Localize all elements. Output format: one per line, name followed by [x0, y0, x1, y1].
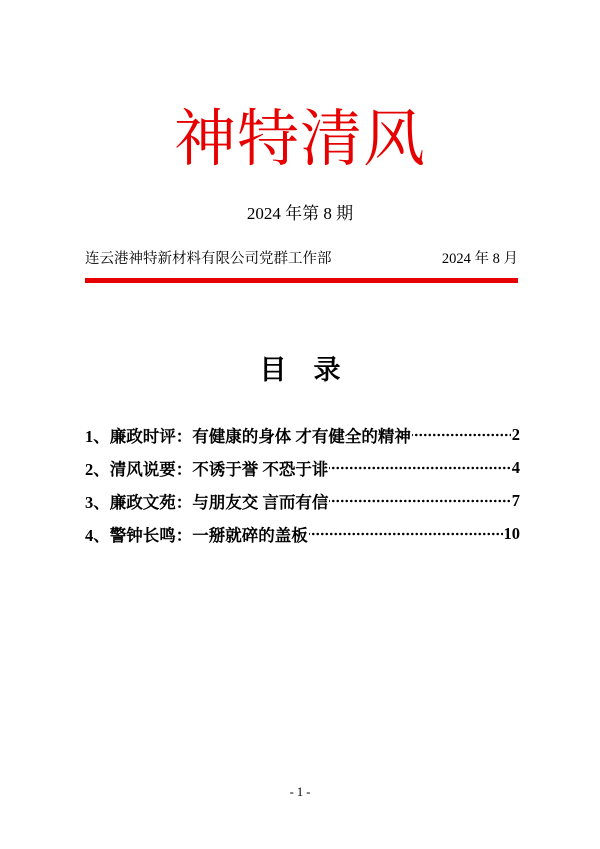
toc-item — [85, 451, 520, 484]
toc-list — [85, 418, 520, 550]
toc-page-number: 7 — [511, 490, 520, 510]
footer-page-number: - 1 - — [289, 785, 311, 799]
toc-page-number: 2 — [511, 424, 520, 444]
publisher-name: 连云港神特新材料有限公司党群工作部 — [85, 251, 332, 267]
publisher-row — [85, 251, 518, 268]
toc-page-number: 10 — [503, 523, 520, 543]
toc-item-label: 3、廉政文苑：与朋友交 言而有信 — [85, 492, 329, 512]
toc-dot-leader — [329, 493, 510, 509]
newsletter-title: 神特清风 — [173, 106, 426, 174]
toc-item — [85, 517, 520, 550]
red-divider-rule — [85, 278, 518, 283]
toc-item-label: 1、廉政时评：有健康的身体 才有健全的精神 — [85, 426, 411, 446]
toc-item — [85, 418, 520, 451]
toc-dot-leader — [412, 427, 511, 443]
issue-date: 2024 年 8 月 — [441, 251, 518, 267]
toc-dot-leader — [329, 460, 510, 476]
toc-dot-leader — [309, 526, 503, 542]
toc-item-label: 4、警钟长鸣：一掰就碎的盖板 — [85, 525, 308, 545]
toc-item-label: 2、清风说要：不诱于誉 不恐于诽 — [85, 459, 329, 479]
toc-page-number: 4 — [511, 457, 520, 477]
toc-heading: 目 录 — [259, 355, 341, 385]
toc-item — [85, 484, 520, 517]
issue-number: 2024 年第 8 期 — [246, 204, 354, 223]
